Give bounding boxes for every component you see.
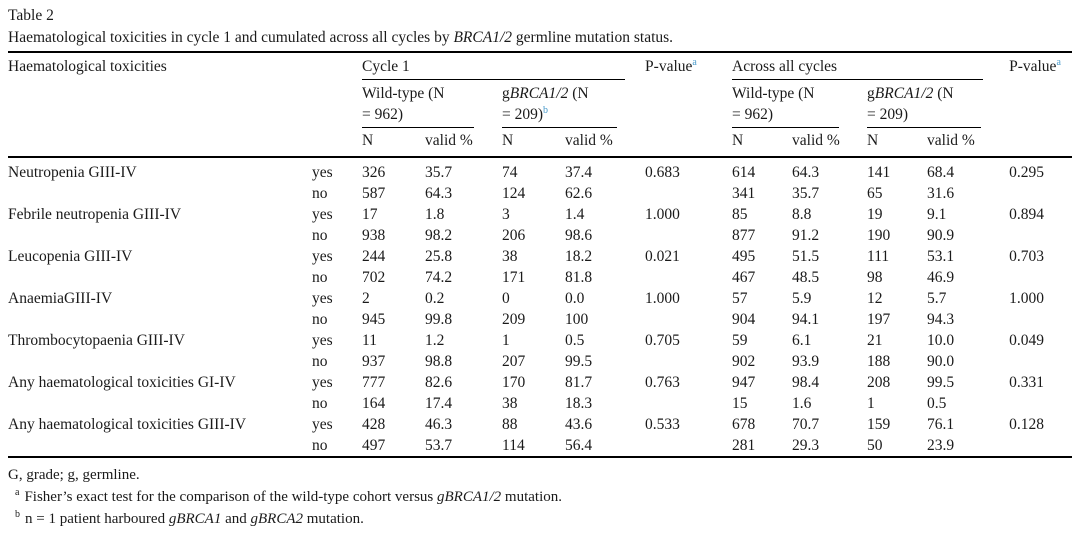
all-cycles-value-cell: 12 bbox=[867, 290, 883, 307]
all-cycles-value-cell: 19 bbox=[867, 206, 883, 223]
p-value-cell: 1.000 bbox=[645, 290, 680, 307]
all-cycles-value-cell: 48.5 bbox=[792, 269, 820, 286]
all-cycles-value-cell: 8.8 bbox=[792, 206, 812, 223]
all-cycles-value-cell: 0.5 bbox=[927, 395, 947, 412]
cycle1-spanner-label: Cycle 1 bbox=[362, 53, 625, 80]
cycle1-value-cell: 497 bbox=[362, 437, 386, 454]
cycle1-value-cell: 38 bbox=[502, 248, 518, 265]
all-cycles-value-cell: 98.4 bbox=[792, 374, 820, 391]
cycle1-value-cell: 0.2 bbox=[425, 290, 445, 307]
yes-no-cell: yes bbox=[312, 164, 333, 181]
toxicity-row-yes bbox=[8, 204, 1072, 225]
all-cycles-value-cell: 614 bbox=[732, 164, 756, 181]
cycle1-value-cell: 81.7 bbox=[565, 374, 593, 391]
all-cycles-value-cell: 678 bbox=[732, 416, 756, 433]
all-cycles-value-cell: 53.1 bbox=[927, 248, 955, 265]
all-cycles-value-cell: 10.0 bbox=[927, 332, 955, 349]
column-header-pvalue-cycle1: P-value$^a$ bbox=[645, 52, 732, 157]
yes-no-cell: no bbox=[312, 185, 328, 202]
all-cycles-value-cell: 159 bbox=[867, 416, 891, 433]
cycle1-value-cell: 17 bbox=[362, 206, 378, 223]
cycle1-value-cell: 209 bbox=[502, 311, 526, 328]
column-header-toxicities: Haematological toxicities bbox=[8, 52, 362, 157]
all-cycles-value-cell: 1.6 bbox=[792, 395, 812, 412]
cycle1-value-cell: 207 bbox=[502, 353, 526, 370]
toxicity-label: AnaemiaGIII-IV bbox=[8, 290, 113, 307]
all-cycles-value-cell: 197 bbox=[867, 311, 891, 328]
cycle1-value-cell: 38 bbox=[502, 395, 518, 412]
cycle1-value-cell: 0 bbox=[502, 290, 510, 307]
all-cycles-value-cell: 35.7 bbox=[792, 185, 820, 202]
all-cycles-value-cell: 904 bbox=[732, 311, 756, 328]
cycle1-value-cell: 945 bbox=[362, 311, 386, 328]
all-cycles-value-cell: 467 bbox=[732, 269, 756, 286]
all-cycles-value-cell: 50 bbox=[867, 437, 883, 454]
p-value-cell bbox=[645, 435, 732, 457]
p-value-cell: 1.000 bbox=[645, 206, 680, 223]
p-value-cell: 0.049 bbox=[1009, 332, 1044, 349]
cycle1-value-cell: 56.4 bbox=[565, 437, 593, 454]
cycle1-value-cell: 74.2 bbox=[425, 269, 453, 286]
all-cycles-value-cell: 90.0 bbox=[927, 353, 955, 370]
superscript-a: a bbox=[692, 56, 697, 68]
all-cycles-value-cell: 99.5 bbox=[927, 374, 955, 391]
all-cycles-value-cell: 111 bbox=[867, 248, 890, 265]
cycle1-value-cell: 1.4 bbox=[565, 206, 585, 223]
p-value-cell: 0.331 bbox=[1009, 374, 1044, 391]
p-value-cell: 0.763 bbox=[645, 374, 680, 391]
cycle1-value-cell: 74 bbox=[502, 164, 518, 181]
all-cycles-value-cell: 46.9 bbox=[927, 269, 955, 286]
caption-gene-name: BRCA1/2 bbox=[453, 29, 513, 46]
yes-no-cell: yes bbox=[312, 416, 333, 433]
all-cycles-value-cell: 141 bbox=[867, 164, 891, 181]
all-cycles-value-cell: 68.4 bbox=[927, 164, 955, 181]
p-value-cell: 1.000 bbox=[1009, 290, 1044, 307]
cycle1-value-cell: 17.4 bbox=[425, 395, 453, 412]
all-cycles-value-cell: 90.9 bbox=[927, 227, 955, 244]
all-cycles-value-cell: 64.3 bbox=[792, 164, 820, 181]
column-header-wildtype-cycle1: Wild-type (N = 962) bbox=[362, 80, 502, 128]
column-header-n: N bbox=[867, 128, 927, 157]
cycle1-value-cell: 1.2 bbox=[425, 332, 445, 349]
caption-text-before: Haematological toxicities in cycle 1 and cumulated across all cycles by bbox=[8, 29, 454, 46]
cycle1-value-cell: 1 bbox=[502, 332, 510, 349]
p-value-cell bbox=[1009, 309, 1072, 330]
yes-no-cell: yes bbox=[312, 374, 333, 391]
p-value-cell bbox=[1009, 225, 1072, 246]
toxicity-label: Neutropenia GIII-IV bbox=[8, 164, 137, 181]
column-header-cycle1 bbox=[362, 52, 645, 80]
p-value-cell bbox=[645, 309, 732, 330]
p-value-cell bbox=[645, 225, 732, 246]
toxicity-label: Thrombocytopaenia GIII-IV bbox=[8, 332, 185, 349]
cycle1-value-cell: 46.3 bbox=[425, 416, 453, 433]
cycle1-value-cell: 938 bbox=[362, 227, 386, 244]
column-header-n: N bbox=[732, 128, 792, 157]
toxicity-row-yes bbox=[8, 246, 1072, 267]
yes-no-cell: no bbox=[312, 311, 328, 328]
column-header-valid-pct: valid % bbox=[425, 128, 502, 157]
cycle1-value-cell: 702 bbox=[362, 269, 386, 286]
p-value-cell bbox=[1009, 435, 1072, 457]
cycle1-value-cell: 777 bbox=[362, 374, 386, 391]
p-value-cell: 0.894 bbox=[1009, 206, 1044, 223]
column-header-pvalue-across: P-value$^a$ bbox=[1009, 52, 1072, 157]
header-row-spanners bbox=[8, 52, 1072, 80]
column-header-valid-pct: valid % bbox=[792, 128, 867, 157]
cycle1-value-cell: 25.8 bbox=[425, 248, 453, 265]
cycle1-value-cell: 53.7 bbox=[425, 437, 453, 454]
all-cycles-value-cell: 91.2 bbox=[792, 227, 820, 244]
cycle1-value-cell: 244 bbox=[362, 248, 386, 265]
yes-no-cell: no bbox=[312, 353, 328, 370]
cycle1-value-cell: 18.2 bbox=[565, 248, 593, 265]
all-cycles-value-cell: 51.5 bbox=[792, 248, 820, 265]
footnote-b: $^b$ n = 1 patient harboured gBRCA1 and gBRCA2 mutation. bbox=[15, 509, 364, 527]
p-value-cell: 0.703 bbox=[1009, 248, 1044, 265]
column-header-gbrca-cycle1: gBRCA1/2 (N = 209)$^b$ bbox=[502, 80, 645, 128]
all-cycles-value-cell: 208 bbox=[867, 374, 891, 391]
toxicity-label: Leucopenia GIII-IV bbox=[8, 248, 133, 265]
all-cycles-value-cell: 190 bbox=[867, 227, 891, 244]
cycle1-value-cell: 98.8 bbox=[425, 353, 453, 370]
all-cycles-value-cell: 94.1 bbox=[792, 311, 820, 328]
toxicity-label: Any haematological toxicities GI-IV bbox=[8, 374, 236, 391]
all-cycles-value-cell: 65 bbox=[867, 185, 883, 202]
p-value-cell bbox=[645, 393, 732, 414]
yes-no-cell: yes bbox=[312, 290, 333, 307]
all-cycles-value-cell: 877 bbox=[732, 227, 756, 244]
superscript-b: b bbox=[543, 104, 549, 116]
toxicity-row-yes bbox=[8, 330, 1072, 351]
all-cycles-value-cell: 94.3 bbox=[927, 311, 955, 328]
cycle1-value-cell: 171 bbox=[502, 269, 526, 286]
all-cycles-value-cell: 947 bbox=[732, 374, 756, 391]
all-cycles-value-cell: 902 bbox=[732, 353, 756, 370]
all-cycles-value-cell: 9.1 bbox=[927, 206, 947, 223]
cycle1-value-cell: 81.8 bbox=[565, 269, 593, 286]
cycle1-value-cell: 82.6 bbox=[425, 374, 453, 391]
column-header-valid-pct: valid % bbox=[927, 128, 1009, 157]
all-cycles-value-cell: 93.9 bbox=[792, 353, 820, 370]
cycle1-value-cell: 88 bbox=[502, 416, 518, 433]
all-cycles-value-cell: 188 bbox=[867, 353, 891, 370]
p-value-cell: 0.295 bbox=[1009, 164, 1044, 181]
cycle1-value-cell: 62.6 bbox=[565, 185, 593, 202]
yes-no-cell: yes bbox=[312, 206, 333, 223]
across-spanner-label: Across all cycles bbox=[732, 53, 983, 80]
cycle1-value-cell: 114 bbox=[502, 437, 525, 454]
cycle1-value-cell: 587 bbox=[362, 185, 386, 202]
p-value-cell: 0.021 bbox=[645, 248, 680, 265]
footnote-a-marker: a bbox=[15, 487, 20, 498]
toxicity-label: Any haematological toxicities GIII-IV bbox=[8, 416, 247, 433]
all-cycles-value-cell: 70.7 bbox=[792, 416, 820, 433]
yes-no-cell: no bbox=[312, 395, 328, 412]
table-number-label: Table 2 bbox=[8, 7, 54, 24]
cycle1-value-cell: 124 bbox=[502, 185, 526, 202]
footnote-abbreviations: G, grade; g, germline. bbox=[8, 467, 140, 483]
yes-no-cell: no bbox=[312, 269, 328, 286]
all-cycles-value-cell: 495 bbox=[732, 248, 756, 265]
p-value-cell: 0.533 bbox=[645, 416, 680, 433]
all-cycles-value-cell: 98 bbox=[867, 269, 883, 286]
cycle1-value-cell: 326 bbox=[362, 164, 386, 181]
toxicity-row-yes bbox=[8, 157, 1072, 183]
all-cycles-value-cell: 5.7 bbox=[927, 290, 947, 307]
p-value-cell bbox=[645, 183, 732, 204]
column-header-across-all-cycles bbox=[732, 52, 1009, 80]
cycle1-value-cell: 206 bbox=[502, 227, 526, 244]
column-header-n: N bbox=[502, 128, 565, 157]
p-value-cell: 0.683 bbox=[645, 164, 680, 181]
column-header-wildtype-across: Wild-type (N = 962) bbox=[732, 80, 867, 128]
cycle1-value-cell: 937 bbox=[362, 353, 386, 370]
footnote-b-marker: b bbox=[15, 509, 20, 520]
column-header-valid-pct: valid % bbox=[565, 128, 645, 157]
column-header-gbrca-across: gBRCA1/2 (N = 209) bbox=[867, 80, 1009, 128]
toxicity-row-yes bbox=[8, 288, 1072, 309]
cycle1-value-cell: 98.2 bbox=[425, 227, 453, 244]
all-cycles-value-cell: 57 bbox=[732, 290, 748, 307]
cycle1-value-cell: 3 bbox=[502, 206, 510, 223]
all-cycles-value-cell: 1 bbox=[867, 395, 875, 412]
toxicity-row-yes bbox=[8, 372, 1072, 393]
superscript-a: a bbox=[1056, 56, 1061, 68]
all-cycles-value-cell: 31.6 bbox=[927, 185, 955, 202]
cycle1-value-cell: 0.0 bbox=[565, 290, 585, 307]
all-cycles-value-cell: 281 bbox=[732, 437, 756, 454]
p-value-cell bbox=[1009, 267, 1072, 288]
cycle1-value-cell: 170 bbox=[502, 374, 526, 391]
caption-text-after: germline mutation status. bbox=[512, 29, 674, 46]
all-cycles-value-cell: 23.9 bbox=[927, 437, 955, 454]
all-cycles-value-cell: 76.1 bbox=[927, 416, 955, 433]
cycle1-value-cell: 1.8 bbox=[425, 206, 445, 223]
cycle1-value-cell: 18.3 bbox=[565, 395, 593, 412]
cycle1-value-cell: 0.5 bbox=[565, 332, 585, 349]
p-value-cell bbox=[1009, 351, 1072, 372]
cycle1-value-cell: 428 bbox=[362, 416, 386, 433]
p-value-cell bbox=[645, 267, 732, 288]
p-value-cell bbox=[645, 351, 732, 372]
cycle1-value-cell: 64.3 bbox=[425, 185, 453, 202]
table-caption bbox=[8, 27, 1072, 49]
p-value-cell bbox=[1009, 393, 1072, 414]
table-body bbox=[8, 157, 1072, 457]
all-cycles-value-cell: 15 bbox=[732, 395, 748, 412]
cycle1-value-cell: 43.6 bbox=[565, 416, 593, 433]
cycle1-value-cell: 37.4 bbox=[565, 164, 593, 181]
p-value-cell bbox=[1009, 183, 1072, 204]
all-cycles-value-cell: 21 bbox=[867, 332, 883, 349]
toxicity-label: Febrile neutropenia GIII-IV bbox=[8, 206, 182, 223]
p-value-cell: 0.128 bbox=[1009, 416, 1044, 433]
cycle1-value-cell: 35.7 bbox=[425, 164, 453, 181]
cycle1-value-cell: 2 bbox=[362, 290, 370, 307]
yes-no-cell: yes bbox=[312, 248, 333, 265]
cycle1-value-cell: 11 bbox=[362, 332, 377, 349]
all-cycles-value-cell: 29.3 bbox=[792, 437, 820, 454]
cycle1-value-cell: 99.8 bbox=[425, 311, 453, 328]
cycle1-value-cell: 100 bbox=[565, 311, 589, 328]
cycle1-value-cell: 164 bbox=[362, 395, 386, 412]
yes-no-cell: yes bbox=[312, 332, 333, 349]
cycle1-value-cell: 98.6 bbox=[565, 227, 593, 244]
toxicity-table bbox=[8, 51, 1072, 458]
yes-no-cell: no bbox=[312, 437, 328, 454]
all-cycles-value-cell: 59 bbox=[732, 332, 748, 349]
column-header-n: N bbox=[362, 128, 425, 157]
toxicity-row-yes bbox=[8, 414, 1072, 435]
yes-no-cell: no bbox=[312, 227, 328, 244]
all-cycles-value-cell: 6.1 bbox=[792, 332, 812, 349]
cycle1-value-cell: 99.5 bbox=[565, 353, 593, 370]
all-cycles-value-cell: 341 bbox=[732, 185, 756, 202]
all-cycles-value-cell: 5.9 bbox=[792, 290, 812, 307]
footnote-a: $^a$ Fisher’s exact test for the comparison of the wild-type cohort versus gBRCA1/2 mutation. bbox=[15, 487, 562, 505]
all-cycles-value-cell: 85 bbox=[732, 206, 748, 223]
p-value-cell: 0.705 bbox=[645, 332, 680, 349]
table-footnotes bbox=[8, 458, 1072, 530]
